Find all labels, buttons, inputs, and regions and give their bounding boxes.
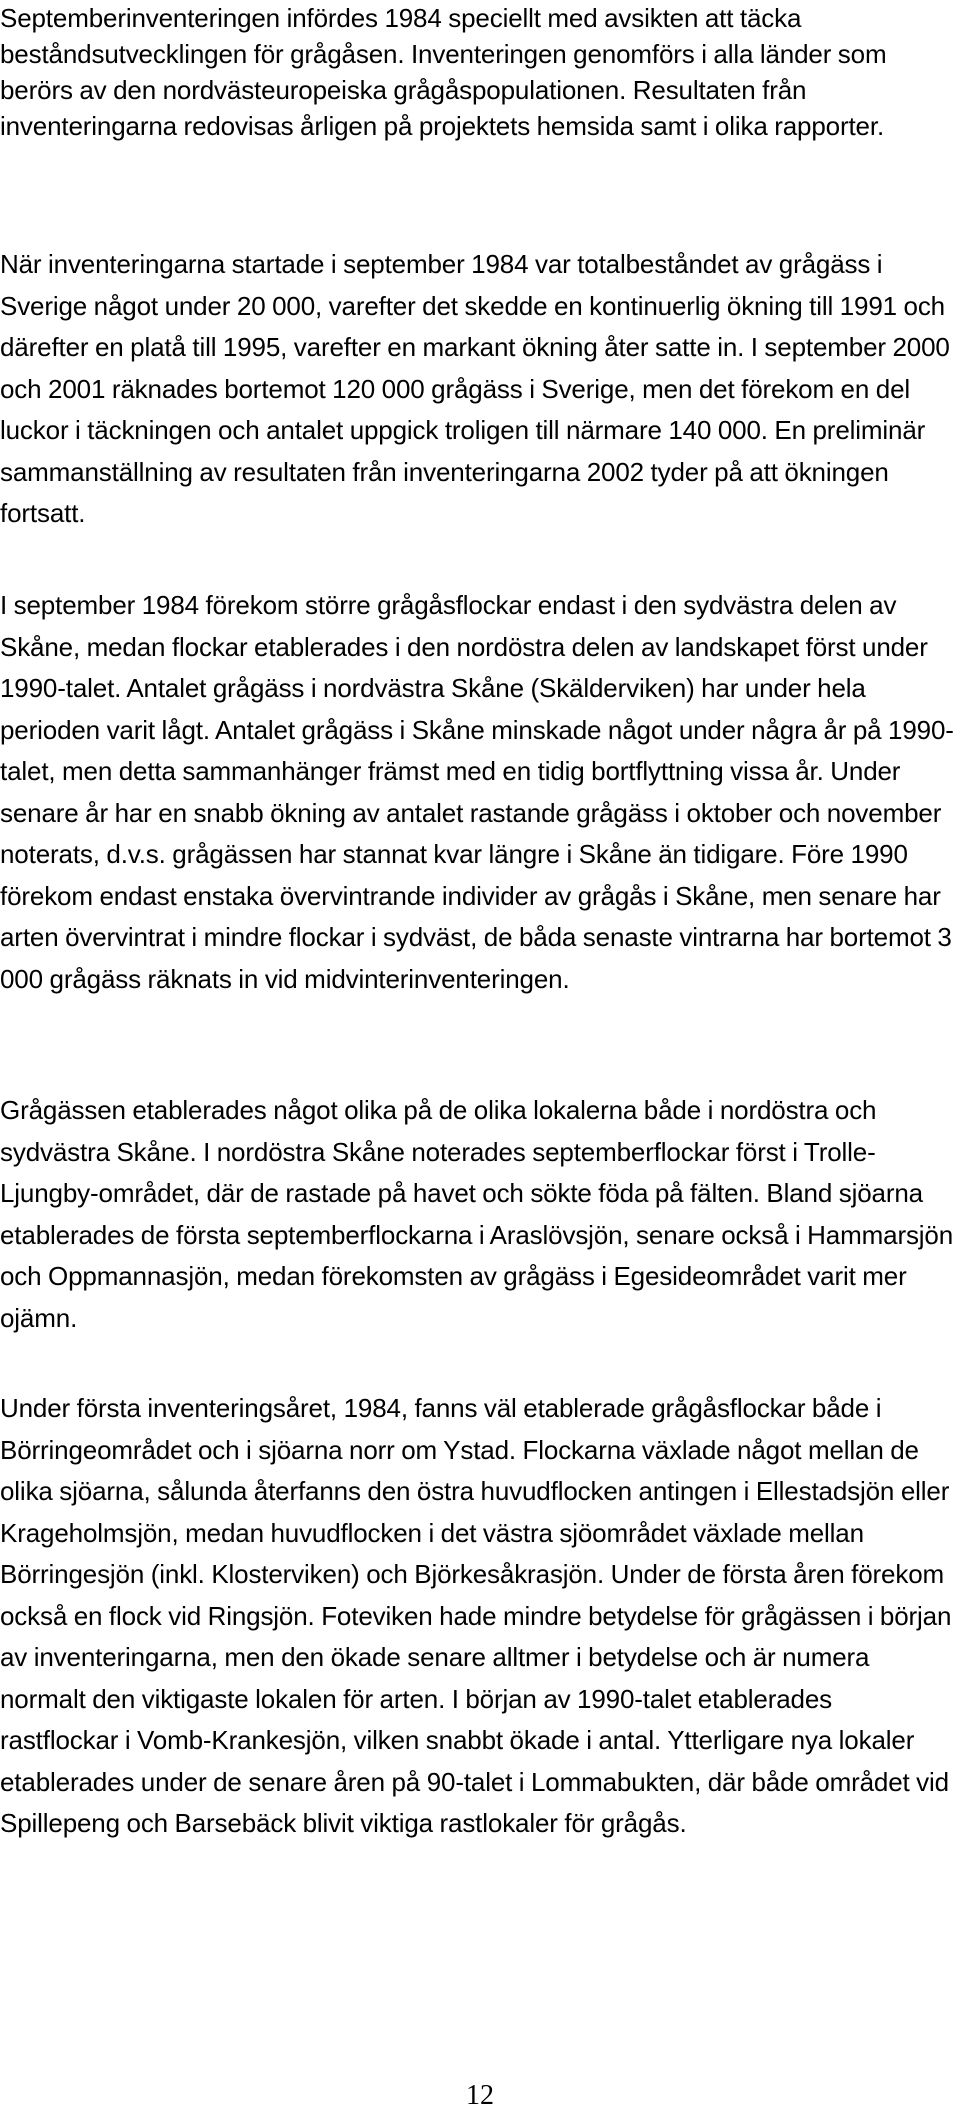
paragraph-5: Under första inventeringsåret, 1984, fanns väl etablerade grågåsflockar både i Börringeområdet och i sjöarna norr om Ystad. Flockarna växlade något mellan de olika sjöarna, sålunda återfanns den östra huvudflocken antingen i Ellestadsjön eller Krageholmsjön, medan huvudflocken i det västra sjöområdet växlade mellan Börringesjön (inkl. Klosterviken) och Björkesåkrasjön. Under de första åren förekom också en flock vid Ringsjön. Foteviken hade mindre betydelse för grågässen i början av inventeringarna, men den ökade senare alltmer i betydelse och är numera normalt den viktigaste lokalen för arten. I början av 1990-talet etablerades rastflockar i Vomb-Krankesjön, vilken snabbt ökade i antal. Ytterligare nya lokaler etablerades under de senare åren på 90-talet i Lommabukten, där både området vid Spillepeng och Barsebäck blivit viktiga rastlokaler för grågås. bbox=[0, 1393, 952, 1838]
paragraph-3: I september 1984 förekom större grågåsflockar endast i den sydvästra delen av Skåne, medan flockar etablerades i den nordöstra delen av landskapet först under 1990-talet. Antalet grågäss i nordvästra Skåne (Skälderviken) har under hela perioden varit lågt. Antalet grågäss i Skåne minskade något under några år på 1990-talet, men detta sammanhänger främst med en tidig bortflyttning vissa år. Under senare år har en snabb ökning av antalet rastande grågäss i oktober och november noterats, d.v.s. grågässen har stannat kvar längre i Skåne än tidigare. Före 1990 förekom endast enstaka övervintrande individer av grågås i Skåne, men senare har arten övervintrat i mindre flockar i sydväst, de båda senaste vintrarna har bortemot 3 000 grågäss räknats in vid midvinterinventeringen. bbox=[0, 590, 954, 994]
paragraph-4: Grågässen etablerades något olika på de olika lokalerna både i nordöstra och sydvästra Skåne. I nordöstra Skåne noterades septemberflockar först i Trolle-Ljungby-området, där de rastade på havet och sökte föda på fälten. Bland sjöarna etablerades de första septemberflockarna i Araslövsjön, senare också i Hammarsjön och Oppmannasjön, medan förekomsten av grågäss i Egesideområdet varit mer ojämn. bbox=[0, 1095, 954, 1333]
page-number: 12 bbox=[466, 2080, 494, 2111]
paragraph-2: När inventeringarna startade i september 1984 var totalbeståndet av grågäss i Sverige något under 20 000, varefter det skedde en kontinuerlig ökning till 1991 och därefter en platå till 1995, varefter en markant ökning åter satte in. I september 2000 och 2001 räknades bortemot 120 000 grågäss i Sverige, men det förekom en del luckor i täckningen och antalet uppgick troligen till närmare 140 000. En preliminär sammanställning av resultaten från inventeringarna 2002 tyder på att ökningen fortsatt. bbox=[0, 249, 950, 528]
paragraph-1: Septemberinventeringen infördes 1984 speciellt med avsikten att täcka beståndsutvecklingen för grågåsen. Inventeringen genomförs i alla länder som berörs av den nordvästeuropeiska grågåspopulationen. Resultaten från inventeringarna redovisas årligen på projektets hemsida samt i olika rapporter. bbox=[0, 3, 887, 141]
